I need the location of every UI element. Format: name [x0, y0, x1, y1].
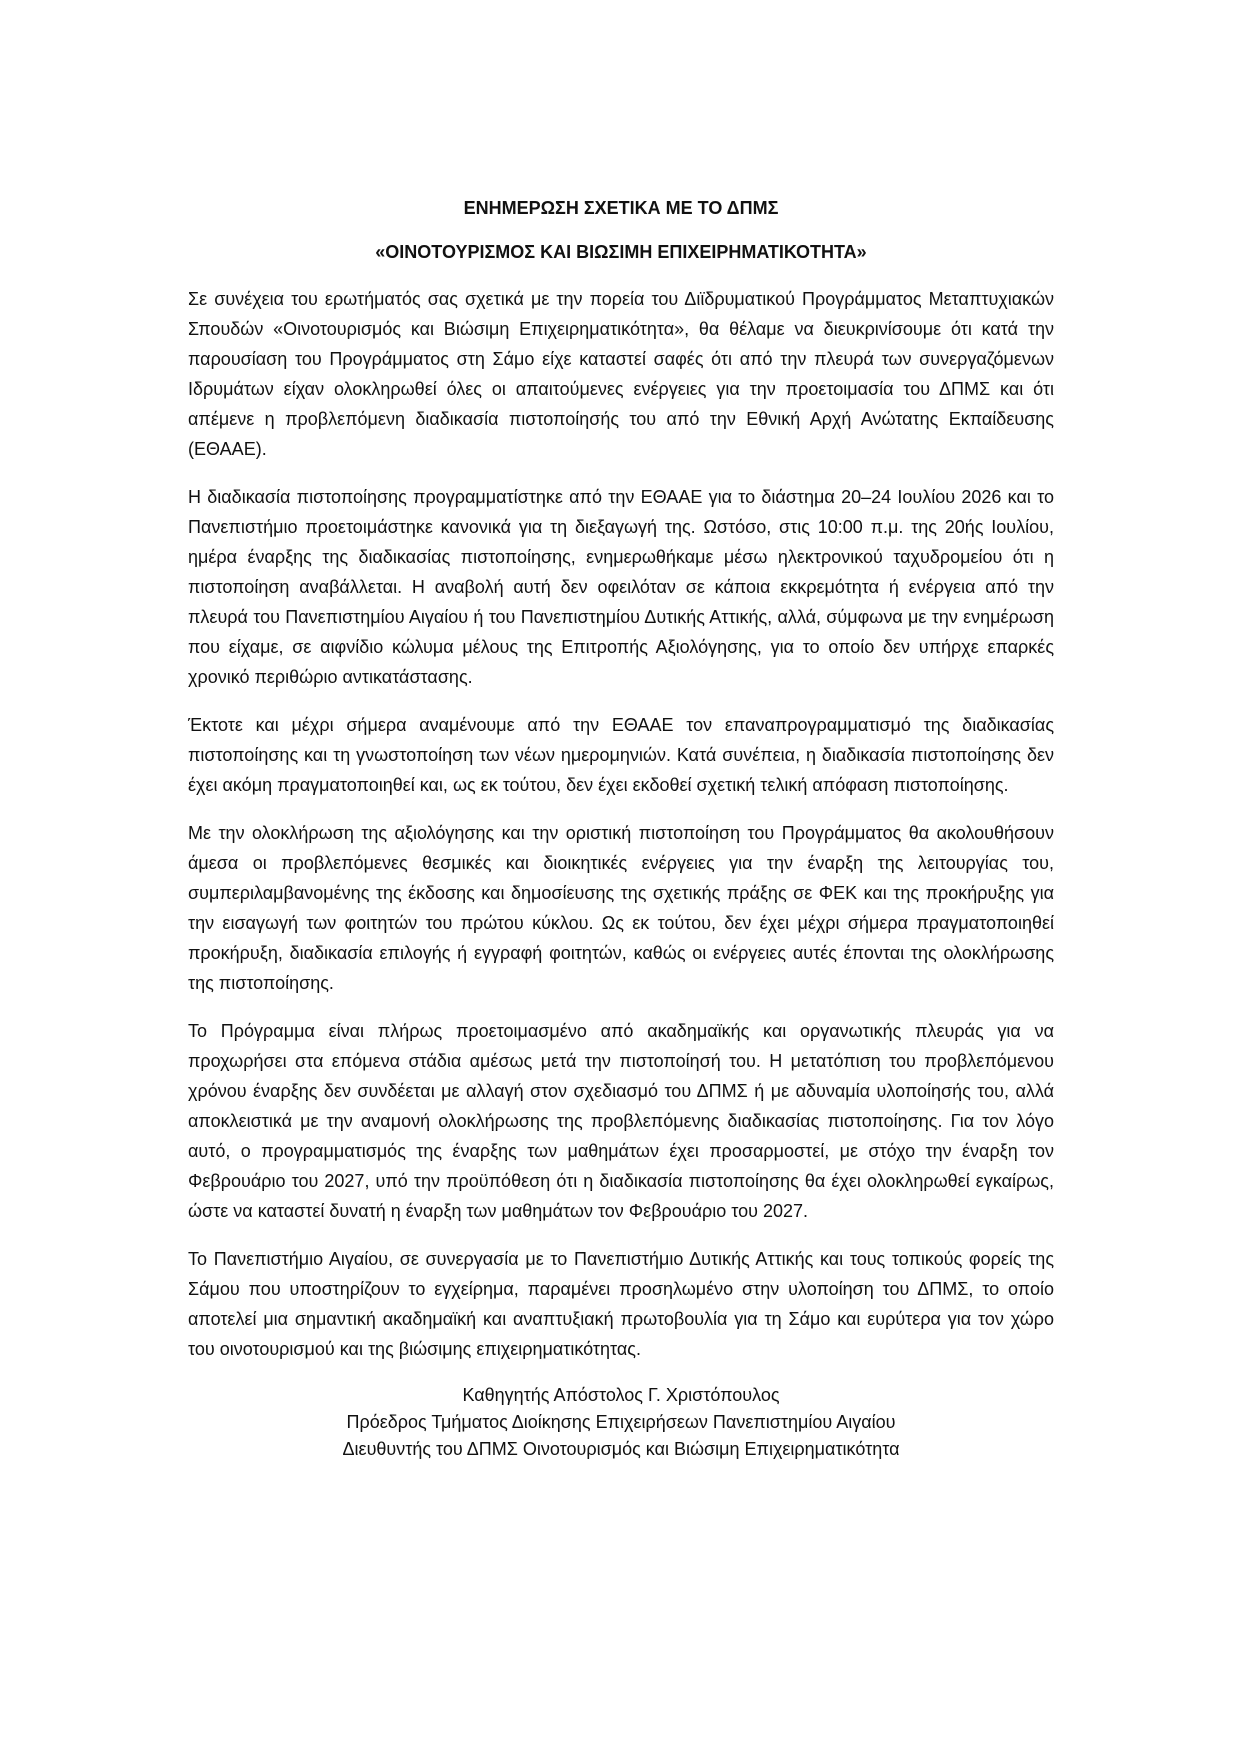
document-subtitle: «ΟΙΝΟΤΟΥΡΙΣΜΟΣ ΚΑΙ ΒΙΩΣΙΜΗ ΕΠΙΧΕΙΡΗΜΑΤΙΚΟΤΗΤΑ» — [375, 242, 867, 262]
paragraph-2: Η διαδικασία πιστοποίησης προγραμματίστηκε από την ΕΘΑΑΕ για το διάστημα 20–24 Ιουλίου 2026 και το Πανεπιστήμιο προετοιμάστηκε κανονικά για τη διεξαγωγή της. Ωστόσο, στις 10:00 π.μ. της 20ής Ιουλίου, ημέρα έναρξης της διαδικασίας πιστοποίησης, ενημερωθήκαμε μέσω ηλεκτρονικού ταχυδρομείου ότι η πιστοποίηση αναβάλλεται. Η αναβολή αυτή δεν οφειλόταν σε κάποια εκκρεμότητα ή ενέργεια από την πλευρά του Πανεπιστημίου Αιγαίου ή του Πανεπιστημίου Δυτικής Αττικής, αλλά, σύμφωνα με την ενημέρωση που είχαμε, σε αιφνίδιο κώλυμα μέλους της Επιτροπής Αξιολόγησης, για το οποίο δεν υπήρχε επαρκές χρονικό περιθώριο αντικατάστασης. — [188, 487, 1054, 687]
paragraph-5: Το Πρόγραμμα είναι πλήρως προετοιμασμένο από ακαδημαϊκής και οργανωτικής πλευράς για να προχωρήσει στα επόμενα στάδια αμέσως μετά την πιστοποίησή του. Η μετατόπιση του προβλεπόμενου χρόνου έναρξης δεν συνδέεται με αλλαγή στον σχεδιασμό του ΔΠΜΣ ή με αδυναμία υλοποίησής του, αλλά αποκλειστικά με την αναμονή ολοκλήρωσης της προβλεπόμενης διαδικασίας πιστοποίησης. Για τον λόγο αυτό, ο προγραμματισμός της έναρξης των μαθημάτων έχει προσαρμοστεί, με στόχο την έναρξη τον Φεβρουάριο του 2027, υπό την προϋπόθεση ότι η διαδικασία πιστοποίησης θα έχει ολοκληρωθεί εγκαίρως, ώστε να καταστεί δυνατή η έναρξη των μαθημάτων τον Φεβρουάριο του 2027. — [188, 1021, 1054, 1221]
signature-role-chair: Πρόεδρος Τμήματος Διοίκησης Επιχειρήσεων Πανεπιστημίου Αιγαίου — [346, 1412, 896, 1432]
signature-block — [188, 1382, 1054, 1463]
signature-role-director: Διευθυντής του ΔΠΜΣ Οινοτουρισμός και Βιώσιμη Επιχειρηματικότητα — [342, 1439, 900, 1459]
document-title: ΕΝΗΜΕΡΩΣΗ ΣΧΕΤΙΚΑ ΜΕ ΤΟ ΔΠΜΣ — [463, 198, 779, 218]
document-body — [188, 196, 1054, 1463]
paragraph-4: Με την ολοκλήρωση της αξιολόγησης και την οριστική πιστοποίηση του Προγράμματος θα ακολουθήσουν άμεσα οι προβλεπόμενες θεσμικές και διοικητικές ενέργειες για την έναρξη της λειτουργίας του, συμπεριλαμβανομένης της έκδοσης και δημοσίευσης της σχετικής πράξης σε ΦΕΚ και της προκήρυξης για την εισαγωγή των φοιτητών του πρώτου κύκλου. Ως εκ τούτου, δεν έχει μέχρι σήμερα πραγματοποιηθεί προκήρυξη, διαδικασία επιλογής ή εγγραφή φοιτητών, καθώς οι ενέργειες αυτές έπονται της ολοκλήρωσης της πιστοποίησης. — [188, 823, 1054, 993]
paragraph-6: Το Πανεπιστήμιο Αιγαίου, σε συνεργασία με το Πανεπιστήμιο Δυτικής Αττικής και τους τοπικούς φορείς της Σάμου που υποστηρίζουν το εγχείρημα, παραμένει προσηλωμένο στην υλοποίηση του ΔΠΜΣ, το οποίο αποτελεί μια σημαντική ακαδημαϊκή και αναπτυξιακή πρωτοβουλία για τη Σάμο και ευρύτερα για τον χώρο του οινοτουρισμού και της βιώσιμης επιχειρηματικότητας. — [188, 1249, 1054, 1359]
paragraph-3: Έκτοτε και μέχρι σήμερα αναμένουμε από την ΕΘΑΑΕ τον επαναπρογραμματισμό της διαδικασίας πιστοποίησης και τη γνωστοποίηση των νέων ημερομηνιών. Κατά συνέπεια, η διαδικασία πιστοποίησης δεν έχει ακόμη πραγματοποιηθεί και, ως εκ τούτου, δεν έχει εκδοθεί σχετική τελική απόφαση πιστοποίησης. — [188, 715, 1054, 795]
paragraph-1: Σε συνέχεια του ερωτήματός σας σχετικά με την πορεία του Διϊδρυματικού Προγράμματος Μεταπτυχιακών Σπουδών «Οινοτουρισμός και Βιώσιμη Επιχειρηματικότητα», θα θέλαμε να διευκρινίσουμε ότι κατά την παρουσίαση του Προγράμματος στη Σάμο είχε καταστεί σαφές ότι από την πλευρά των συνεργαζόμενων Ιδρυμάτων είχαν ολοκληρωθεί όλες οι απαιτούμενες ενέργειες για την προετοιμασία του ΔΠΜΣ και ότι απέμενε η προβλεπόμενη διαδικασία πιστοποίησής του από την Εθνική Αρχή Ανώτατης Εκπαίδευσης (ΕΘΑΑΕ). — [188, 289, 1054, 459]
signature-name: Καθηγητής Απόστολος Γ. Χριστόπουλος — [462, 1385, 780, 1405]
